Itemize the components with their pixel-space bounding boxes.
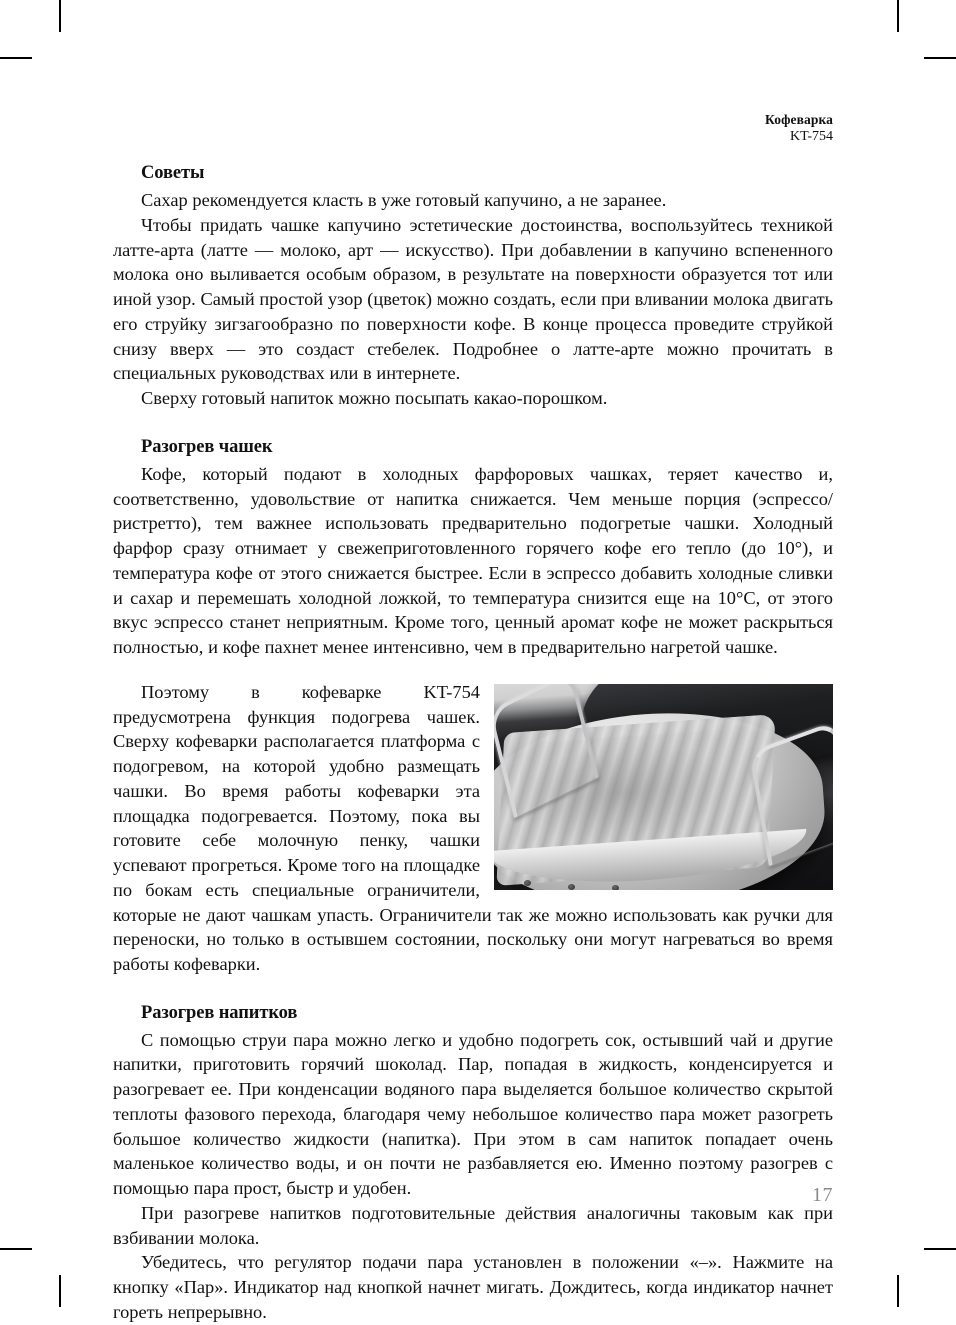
running-head [113,112,833,145]
section-heading-razogrev-napitkov: Разогрев напитков [141,1002,298,1023]
section-heading-sovety: Советы [141,163,205,184]
crop-mark-bottom-right-vertical [897,1275,899,1307]
photo-rivet [568,884,575,890]
photo-illustration [494,684,833,890]
crop-mark-bottom-left-vertical [59,1275,61,1307]
crop-mark-top-left-vertical [59,0,61,32]
crop-mark-top-right-horizontal [924,57,956,59]
photo-rivet [524,880,531,886]
figure-cup-warming-platform [494,684,833,890]
crop-mark-top-left-horizontal [0,57,32,59]
paragraph-napitkov-2: При разогреве напитков подготовительные действия аналогичны таковым как при взбивании молока. [113,1202,833,1248]
running-head-model: KT-754 [789,128,833,144]
paragraph-napitkov-3: Убедитесь, что регулятор подачи пара установлен в положении «–». Нажмите на кнопку «Пар». Индикатор над кнопкой начнет мигать. Дождитесь, когда индикатор начнет гореть непрерывно. [113,1252,833,1322]
photo-rivet [612,885,619,890]
paragraph-napitkov-1: С помощью струи пара можно легко и удобно подогреть сок, остывший чай и другие напитки, приготовить горячий шоколад. Пар, попадая в жидкость, конденсируется и разогревает ее. При конденсации водяного пара выделяется большое количество скрытой теплоты фазового перехода, благодаря чему небольшое количество пара может разогреть большое количество жидкости (напитка). При этом в сам напиток попадает очень маленькое количество воды, и он почти не разбавляется ею. Именно поэтому разогрев с помощью пара прост, быстр и удобен. [113,1029,833,1199]
section-heading-razogrev-chashek: Разогрев чашек [141,436,273,457]
paragraph-chashek-2: Поэтому в кофеварке KT-754 предусмотрена функция подогрева чашек. Сверху кофеварки располагается платформа с подогревом, на которой удобно размещать чашки. Во время работы кофеварки эта площадка подогревается. Поэтому, пока вы готовите себе молочную пенку, чашки успевают прогреться. Кроме того на площадке по бокам есть специальные ограничители, которые не дают чашкам упасть. Ограничители так же можно использовать как ручки для переноски, но только в остывшем состоянии, поскольку они могут нагреваться во время работы кофеварки. [113,681,833,974]
crop-mark-top-right-vertical [897,0,899,32]
page-content [113,112,833,1322]
running-head-brand: Кофеварка [765,112,833,127]
crop-mark-bottom-left-horizontal [0,1248,32,1250]
figure-text-wrap-block [113,680,833,977]
paragraph-chashek-1: Кофе, который подают в холодных фарфоровых чашках, теряет качество и, соответственно, удовольствие от напитка снижается. Чем меньше порция (эспрессо/ристретто), тем важнее использовать предварительно подогретые чашки. Холодный фарфор сразу отнимает у свежеприготовленного горячего кофе его тепло (до 10°), и температура кофе от этого снижается быстрее. Если в эспрессо добавить холодные сливки и сахар и перемешать холодной ложкой, то температура снизится еще на 10°C, от этого вкус эспрессо станет неприятным. Кроме того, ценный аромат кофе не может раскрыться полностью, и кофе пахнет менее интенсивно, чем в предварительно нагретой чашке. [113,463,833,657]
paragraph-sovety-3: Сверху готовый напиток можно посыпать какао-порошком. [141,388,608,409]
paragraph-sovety-1: Сахар рекомендуется класть в уже готовый капучино, а не заранее. [141,190,667,211]
page-number: 17 [812,1184,833,1206]
crop-mark-bottom-right-horizontal [924,1248,956,1250]
paragraph-sovety-2: Чтобы придать чашке капучино эстетические достоинства, воспользуйтесь техникой латте-арта (латте — молоко, арт — искусство). При добавлении в капучино вспененного молока оно выливается особым образом, в результате на поверхности образуется тот или иной узор. Самый простой узор (цветок) можно создать, если при вливании молока двигать его струйку зигзагообразно по поверхности кофе. В конце процесса проведите струйкой снизу вверх — это создаст стебелек. Подробнее о латте-арте можно прочитать в специальных руководствах или в интернете. [113,214,833,384]
